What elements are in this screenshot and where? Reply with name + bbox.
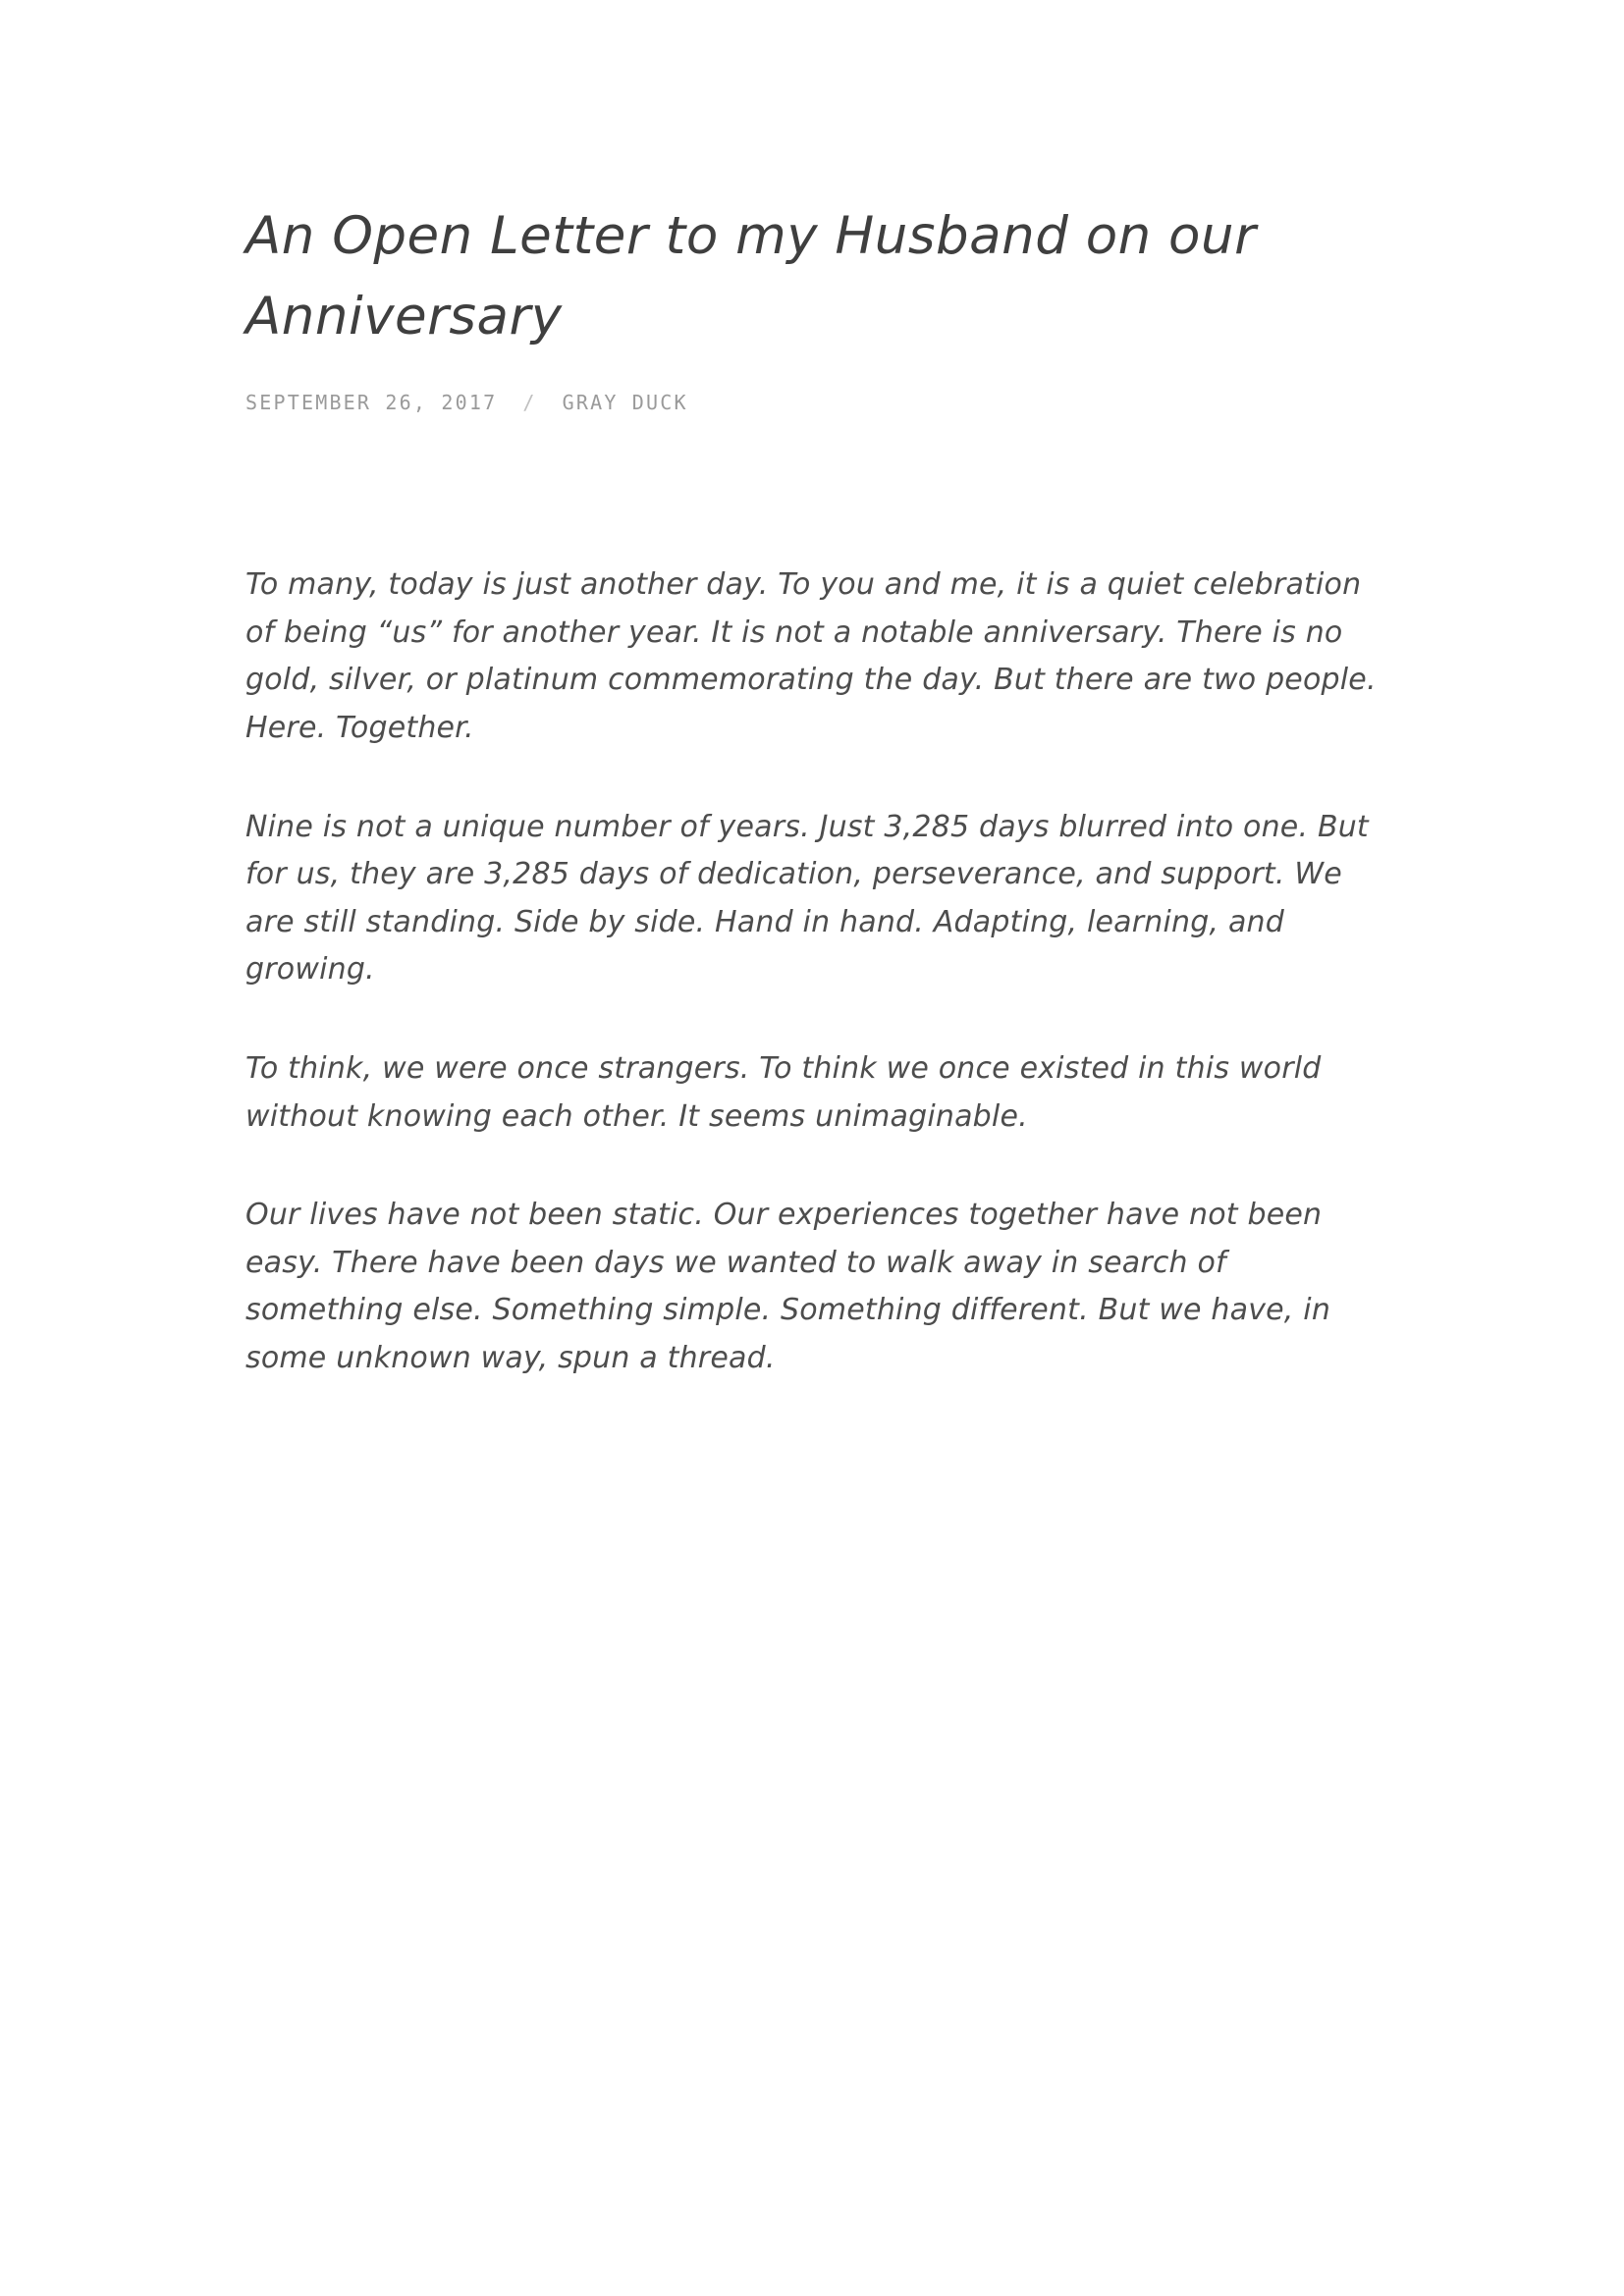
- article-paragraph: To many, today is just another day. To you and me, it is a quiet celebration of being “us” for another year. It is not a notable anniversary. There is no gold, silver, or platinum commemorating the day. But there are two people. Here. Together.: [245, 567, 1377, 746]
- page-title: An Open Letter to my Husband on our Anniversary: [245, 206, 1257, 347]
- article-body: [245, 561, 1379, 1382]
- post-author-link[interactable]: GRAY DUCK: [562, 391, 688, 415]
- post-meta: [245, 391, 1379, 414]
- article-paragraph: To think, we were once strangers. To think we once existed in this world without knowing each other. It seems unimaginable.: [245, 1051, 1322, 1134]
- article-paragraph: Our lives have not been static. Our experiences together have not been easy. There have been days we wanted to walk away in search of something else. Something simple. Something different. But we have, in some unknown way, spun a thread.: [245, 1198, 1331, 1375]
- post-date: SEPTEMBER 26, 2017: [245, 391, 498, 415]
- meta-separator: /: [522, 391, 537, 415]
- article-paragraph: Nine is not a unique number of years. Just 3,285 days blurred into one. But for us, they are 3,285 days of dedication, perseverance, and support. We are still standing. Side by side. Hand in hand. Adapting, learning, and growing.: [245, 809, 1369, 988]
